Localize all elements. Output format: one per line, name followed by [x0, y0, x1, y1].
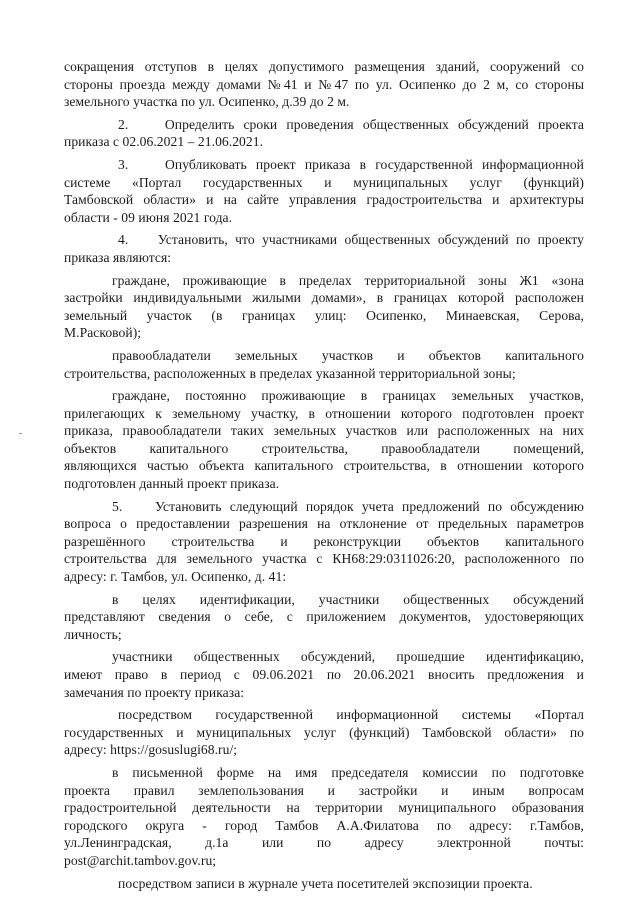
- text-line: земельный участок (в границах улиц: Осипенко, Минаевская, Серова,: [64, 307, 584, 323]
- paragraph: [64, 156, 584, 226]
- paragraph: [64, 272, 584, 342]
- text-line: в письменной форме на имя председателя комиссии по подготовке: [112, 764, 584, 780]
- text-line: приказа являются:: [64, 249, 172, 265]
- paragraph: [64, 648, 584, 701]
- text-line: прилегающих к земельному участку, в отношении которого подготовлен проект: [64, 405, 584, 421]
- text-line: области - 09 июня 2021 года.: [64, 209, 233, 225]
- text-line: государственных и муниципальных услуг (функций) Тамбовской области» по: [64, 724, 584, 740]
- text-line: посредством государственной информационной системы «Портал: [118, 707, 584, 723]
- text-line: 2. Определить сроки проведения общественных обсуждений проекта: [118, 116, 584, 132]
- text-line: стороны проезда между домами №41 и №47 по ул. Осипенко до 2 м, со стороны: [64, 76, 584, 92]
- text-line: участники общественных обсуждений, прошедшие идентификацию,: [112, 649, 584, 665]
- paragraph: [64, 706, 584, 759]
- text-line: сокращения отступов в целях допустимого размещения зданий, сооружений со: [64, 59, 584, 74]
- text-line: в целях идентификации, участники общественных обсуждений: [112, 591, 584, 607]
- paragraph: [64, 498, 584, 586]
- text-line: системе «Портал государственных и муниципальных услуг (функций): [64, 174, 584, 190]
- text-line: проекта правил землепользования и застройки и иным вопросам: [64, 782, 584, 798]
- paragraph: [64, 58, 584, 111]
- text-line: городского округа - город Тамбов А.А.Филатова по адресу: г.Тамбов,: [64, 817, 584, 833]
- paragraph: [64, 387, 584, 493]
- text-line: личность;: [64, 626, 122, 642]
- text-line: объектов капитального строительства, правообладатели помещений,: [64, 440, 584, 456]
- text-line: ул.Ленинградская, д.1а или по адресу электронной почты:: [64, 835, 584, 851]
- margin-mark: [19, 433, 22, 434]
- text-line: подготовлен данный проект приказа.: [64, 476, 280, 492]
- text-line: граждане, постоянно проживающие в границах земельных участков,: [112, 388, 584, 404]
- paragraph: [64, 875, 584, 893]
- text-line: вопроса о предоставлении разрешения на отклонение от предельных параметров: [64, 516, 584, 532]
- text-line: земельного участка по ул. Осипенко, д.39 до 2 м.: [64, 94, 350, 110]
- paragraph: [64, 347, 584, 382]
- text-line: post@archit.tambov.gov.ru;: [64, 852, 217, 868]
- text-line: строительства для земельного участка с КН68:29:0311026:20, расположенного по: [64, 551, 584, 567]
- text-line: строительства, расположенных в пределах указанной территориальной зоны;: [64, 365, 516, 381]
- text-line: замечания по проекту приказа:: [64, 684, 245, 700]
- text-line: градостроительной деятельности на территории муниципального образования: [64, 800, 584, 816]
- text-line: 3. Опубликовать проект приказа в государственной информационной: [118, 156, 584, 172]
- text-line: представляют сведения о себе, с приложением документов, удостоверяющих: [64, 609, 584, 625]
- text-line: разрешённого строительства и реконструкции объектов капитального: [64, 533, 584, 549]
- text-line: адресу: г. Тамбов, ул. Осипенко, д. 41:: [64, 569, 287, 585]
- text-line: застройки индивидуальными жилыми домами», в границах которой расположен: [64, 290, 584, 306]
- text-line: являющихся частью объекта капитального строительства, в отношении которого: [64, 458, 584, 474]
- paragraph: [64, 116, 584, 151]
- text-line: посредством записи в журнале учета посетителей экспозиции проекта.: [118, 875, 533, 891]
- paragraph: [64, 764, 584, 870]
- text-line: приказа с 02.06.2021 – 21.06.2021.: [64, 134, 264, 150]
- text-line: правообладатели земельных участков и объектов капитального: [112, 347, 584, 363]
- text-line: адресу: https://gosuslugi68.ru/;: [64, 742, 238, 758]
- text-line: граждане, проживающие в пределах территориальной зоны Ж1 «зона: [112, 272, 584, 288]
- text-line: Тамбовской области» и на сайте управления градостроительства и архитектуры: [64, 192, 584, 208]
- text-line: приказа, правообладатели таких земельных участков или расположенных на них: [64, 423, 584, 439]
- text-line: 5. Установить следующий порядок учета предложений по обсуждению: [112, 498, 584, 514]
- paragraph: [64, 231, 584, 266]
- text-line: М.Расковой);: [64, 325, 142, 341]
- text-line: 4. Установить, что участниками общественных обсуждений по проекту: [118, 232, 584, 248]
- text-line: имеют право в период с 09.06.2021 по 20.06.2021 вносить предложения и: [64, 667, 584, 682]
- document-body: [64, 58, 584, 892]
- paragraph: [64, 591, 584, 644]
